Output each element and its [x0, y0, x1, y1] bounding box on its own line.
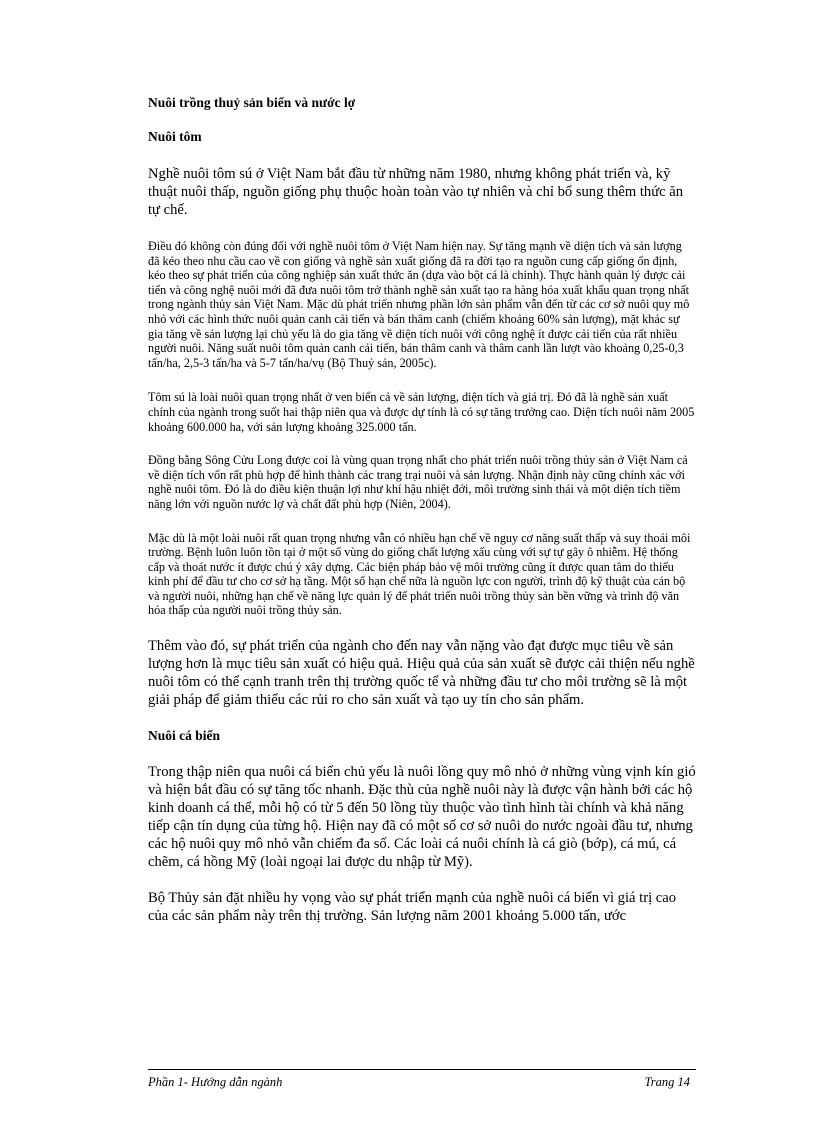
paragraph: Trong thập niên qua nuôi cá biển chủ yếu là nuôi lồng quy mô nhỏ ở những vùng vịnh kín gió và hiện bắt đầu có sự tăng tốc nhanh. Đặc thù của nghề nuôi này là được vận hành bởi các hộ kinh doanh cá thể, mỗi hộ có từ 5 đến 50 lồng tùy thuộc vào tình hình tài chính và khả năng tiếp cận tín dụng của từng hộ. Hiện nay đã có một số cơ sở nuôi do nước ngoài đầu tư, nhưng các hộ nuôi quy mô nhỏ vẫn chiếm đa số. Các loài cá nuôi chính là cá giò (bớp), cá mú, cá chẽm, cá hồng Mỹ (loài ngoại lai được du nhập từ Mỹ). [148, 764, 696, 871]
page-number: Trang 14 [644, 1075, 690, 1089]
paragraph: Đồng bằng Sông Cửu Long được coi là vùng quan trọng nhất cho phát triển nuôi trồng thủy sản ở Việt Nam cả về diện tích vốn rất phù hợp để hình thành các trang trại nuôi và sản lượng. Nhận định này cũng chính xác với nghề nuôi tôm. Đó là do điều kiện thuận lợi như khí hậu nhiệt đới, môi trường sinh thái và một diện tích tiềm năng lớn với nguồn nước lợ và chất đất phù hợp (Niên, 2004). [148, 453, 688, 511]
paragraph: Tôm sú là loài nuôi quan trọng nhất ở ven biển cả về sản lượng, diện tích và giá trị. Đó đã là nghề sản xuất chính của ngành trong suốt hai thập niên qua và được dự tính là có sự tăng trưởng cao. Diện tích nuôi năm 2005 khoảng 600.000 ha, với sản lượng khoảng 325.000 tấn. [148, 390, 695, 434]
subsection-heading-fish: Nuôi cá biển [148, 728, 221, 744]
paragraph: Điều đó không còn đúng đối với nghề nuôi tôm ở Việt Nam hiện nay. Sự tăng mạnh về diện tích và sản lượng đã kéo theo nhu cầu cao về con giống và nghề sản xuất giống đã ra đời tạo ra nguồn cung cấp giống ổn định, kéo theo sự phát triển của công nghiệp sản xuất thức ăn (dựa vào bột cá là chính). Thực hành quản lý được cải tiến và công nghệ nuôi mới đã đưa nuôi tôm trở thành nghề sản xuất tạo ra hàng hóa xuất khẩu quan trọng nhất trong ngành thủy sản Việt Nam. Mặc dù phát triển nhưng phần lớn sản phẩm vẫn đến từ các cơ sở nuôi quy mô nhỏ với các hình thức nuôi quản canh cải tiến và bán thâm canh (chiếm khoảng 60% sản lượng), mặt khác sự gia tăng về sản lượng lại chủ yếu là do gia tăng về diện tích nuôi với công nghệ ít được cải tiến của rất nhiều người nuôi. Năng suất nuôi tôm quản canh cải tiến, bán thâm canh và thâm canh lần lượt vào khoảng 0,25-0,3 tấn/ha, 2,5-3 tấn/ha và 5-7 tấn/ha/vụ (Bộ Thuỷ sản, 2005c). [148, 239, 690, 370]
paragraph: Thêm vào đó, sự phát triển của ngành cho đến nay vẫn nặng vào đạt được mục tiêu về sản lượng hơn là mục tiêu sản xuất có hiệu quả. Hiệu quả của sản xuất sẽ được cải thiện nếu nghề nuôi tôm có thể cạnh tranh trên thị trường quốc tế và những đầu tư cho môi trường sẽ là một giải pháp để giảm thiểu các rủi ro cho sản xuất và tạo uy tín cho sản phẩm. [148, 638, 695, 709]
page-body [148, 94, 696, 925]
footer-divider [148, 1069, 696, 1070]
paragraph: Mặc dù là một loài nuôi rất quan trọng nhưng vẫn có nhiều hạn chế về nguy cơ năng suất thấp và suy thoái môi trường. Bệnh luôn luôn tồn tại ở một số vùng do giống chất lượng xấu cùng với sự tự gây ô nhiễm. Hệ thống cấp và thoát nước ít được chú ý xây dựng. Các biện pháp bảo vệ môi trường cũng ít được quan tâm do thiếu kinh phí để đầu tư cho cơ sở hạ tầng. Một số hạn chế nữa là nguồn lực con người, trình độ kỹ thuật của cán bộ và người nuôi, những hạn chế về năng lực quản lý để phát triển nuôi trồng thủy sản bền vững và trình độ văn hóa thấp của người nuôi trồng thủy sản. [148, 530, 691, 618]
footer-section-label: Phần 1- Hướng dẫn ngành [148, 1075, 283, 1089]
paragraph: Nghề nuôi tôm sú ở Việt Nam bắt đầu từ những năm 1980, nhưng không phát triển và, kỹ thuật nuôi thấp, nguồn giống phụ thuộc hoàn toàn vào tự nhiên và chỉ bổ sung thêm thức ăn tự chế. [148, 166, 684, 218]
section-title: Nuôi trồng thuỷ sản biển và nước lợ [148, 95, 356, 110]
paragraph: Bộ Thủy sản đặt nhiều hy vọng vào sự phát triển mạnh của nghề nuôi cá biển vì giá trị cao của các sản phẩm này trên thị trường. Sản lượng năm 2001 khoảng 5.000 tấn, ước [148, 890, 677, 925]
subsection-heading-shrimp: Nuôi tôm [148, 129, 202, 144]
